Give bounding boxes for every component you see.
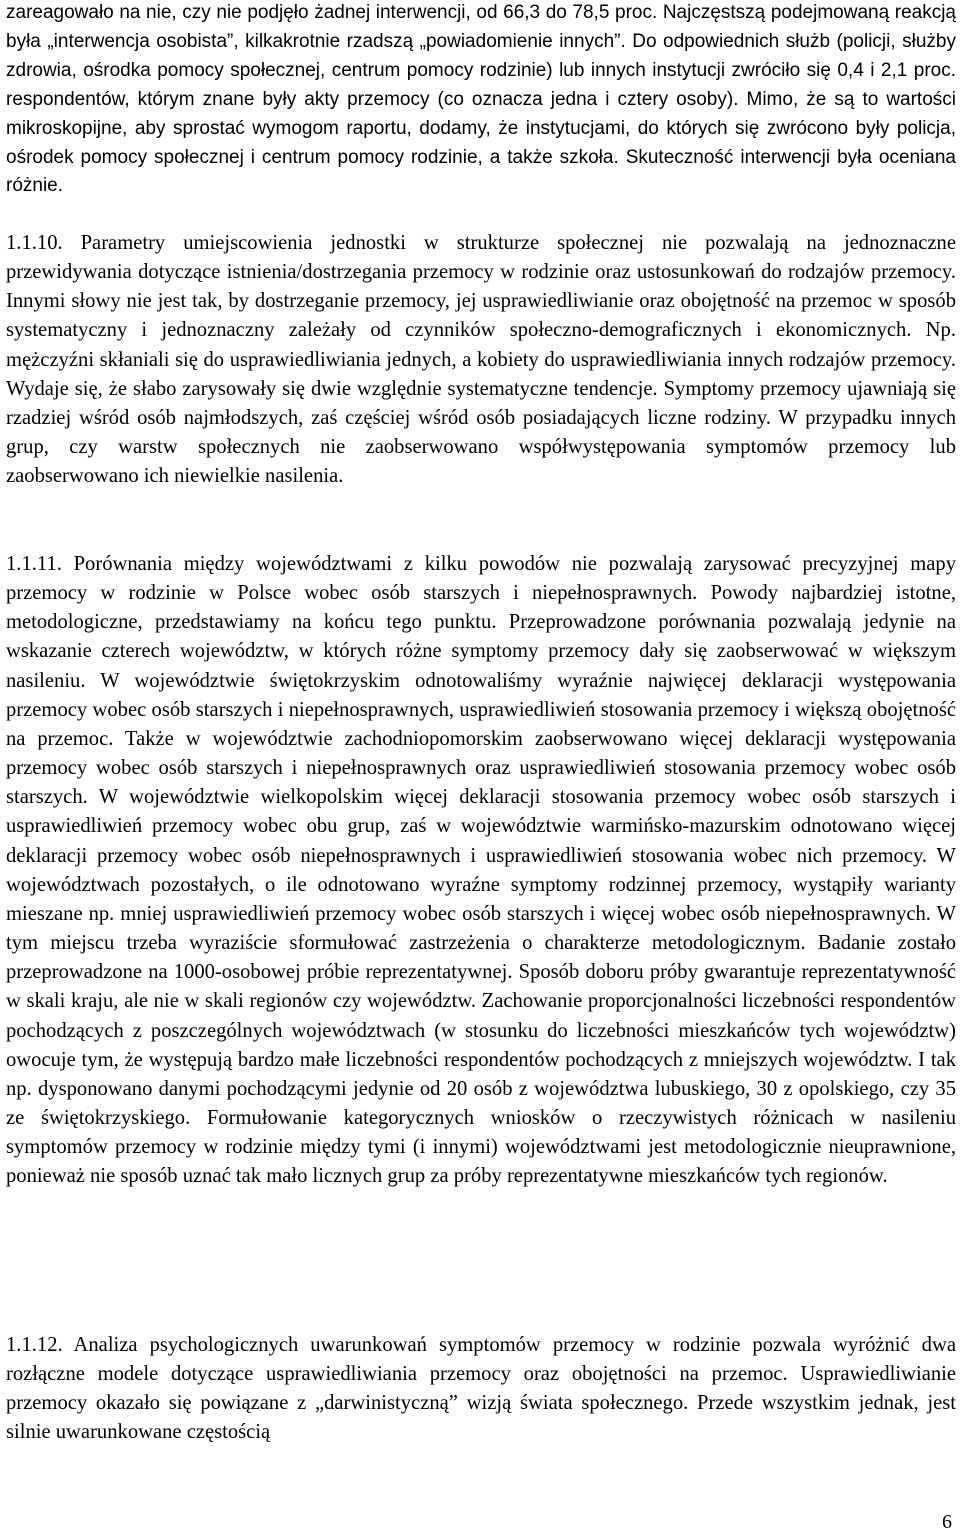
page-number: 6 bbox=[942, 1511, 952, 1533]
paragraph-1-1-12: 1.1.12. Analiza psychologicznych uwarunkowań symptomów przemocy w rodzinie pozwala wyróżnić dwa rozłączne modele dotyczące usprawiedliwiania przemocy oraz obojętności na przemoc. Usprawiedliwianie przemocy okazało się powiązane z „darwinistyczną” wizją świata społecznego. Przede wszystkim jednak, jest silnie uwarunkowane częstością bbox=[6, 1334, 956, 1444]
paragraph-1-1-11: 1.1.11. Porównania między województwami z kilku powodów nie pozwalają zarysować precyzyjnej mapy przemocy w rodzinie w Polsce wobec osób starszych i niepełnosprawnych. Powody najbardziej istotne, metodologiczne, przedstawiamy na końcu tego punktu. Przeprowadzone porównania pozwalają jedynie na wskazanie czterech województw, w których różne symptomy przemocy dały się zaobserwować w większym nasileniu. W województwie świętokrzyskim odnotowaliśmy wyraźnie najwięcej deklaracji występowania przemocy wobec osób starszych i niepełnosprawnych, usprawiedliwień stosowania przemocy i większą obojętność na przemoc. Także w województwie zachodniopomorskim zaobserwowano więcej deklaracji występowania przemocy wobec osób starszych i niepełnosprawnych oraz usprawiedliwień stosowania przemocy wobec osób starszych. W województwie wielkopolskim więcej deklaracji stosowania przemocy wobec osób starszych i usprawiedliwień przemocy wobec obu grup, zaś w województwie warmińsko-mazurskim odnotowano więcej deklaracji przemocy wobec osób niepełnosprawnych i usprawiedliwień stosowania wobec nich przemocy. W województwach pozostałych, o ile odnotowano wyraźne symptomy rodzinnej przemocy, wystąpiły warianty mieszane np. mniej usprawiedliwień przemocy wobec osób starszych i więcej wobec osób niepełnosprawnych. W tym miejscu trzeba wyraziście sformułować zastrzeżenia o charakterze metodologicznym. Badanie zostało przeprowadzone na 1000-osobowej próbie reprezentatywnej. Sposób doboru próby gwarantuje reprezentatywność w skali kraju, ale nie w skali regionów czy województw. Zachowanie proporcjonalności liczebności respondentów pochodzących z poszczególnych województwach (w stosunku do liczebności mieszkańców tych województw) owocuje tym, że występują bardzo małe liczebności respondentów pochodzących z mniejszych województw. I tak np. dysponowano danymi pochodzącymi jedynie od 20 osób z województwa lubuskiego, 30 z opolskiego, czy 35 ze świętokrzyskiego. Formułowanie kategorycznych wniosków o rzeczywistych różnicach w nasileniu symptomów przemocy w rodzinie między tymi (i innymi) województwami jest metodologicznie nieuprawnione, ponieważ nie sposób uznać tak mało licznych grup za próby reprezentatywne mieszkańców tych regionów. bbox=[6, 553, 956, 1188]
paragraph-intro: zareagowało na nie, czy nie podjęło żadnej interwencji, od 66,3 do 78,5 proc. Najczęstszą podejmowaną reakcją była „interwencja osobista”, kilkakrotnie rzadszą „powiadomienie innych”. Do odpowiednich służb (policji, służby zdrowia, ośrodka pomocy społecznej, centrum pomocy rodzinie) lub innych instytucji zwróciło się 0,4 i 2,1 proc. respondentów, którym znane były akty przemocy (co oznacza jedna i cztery osoby). Mimo, że są to wartości mikroskopijne, aby sprostać wymogom raportu, dodamy, że instytucjami, do których się zwrócono były policja, ośrodek pomocy społecznej i centrum pomocy rodzinie, a także szkoła. Skuteczność interwencji była oceniana różnie. bbox=[6, 2, 956, 197]
paragraph-1-1-10: 1.1.10. Parametry umiejscowienia jednostki w strukturze społecznej nie pozwalają na jednoznaczne przewidywania dotyczące istnienia/dostrzegania przemocy w rodzinie oraz ustosunkowań do rodzajów przemocy. Innymi słowy nie jest tak, by dostrzeganie przemocy, jej usprawiedliwianie oraz obojętność na przemoc w sposób systematyczny i jednoznaczny zależały od czynników społeczno-demograficznych i ekonomicznych. Np. mężczyźni skłaniali się do usprawiedliwiania jednych, a kobiety do usprawiedliwiania innych rodzajów przemocy. Wydaje się, że słabo zarysowały się dwie względnie systematyczne tendencje. Symptomy przemocy ujawniają się rzadziej wśród osób najmłodszych, zaś częściej wśród osób posiadających liczne rodziny. W przypadku innych grup, czy warstw społecznych nie zaobserwowano współwystępowania symptomów przemocy lub zaobserwowano ich niewielkie nasilenia. bbox=[6, 232, 956, 488]
